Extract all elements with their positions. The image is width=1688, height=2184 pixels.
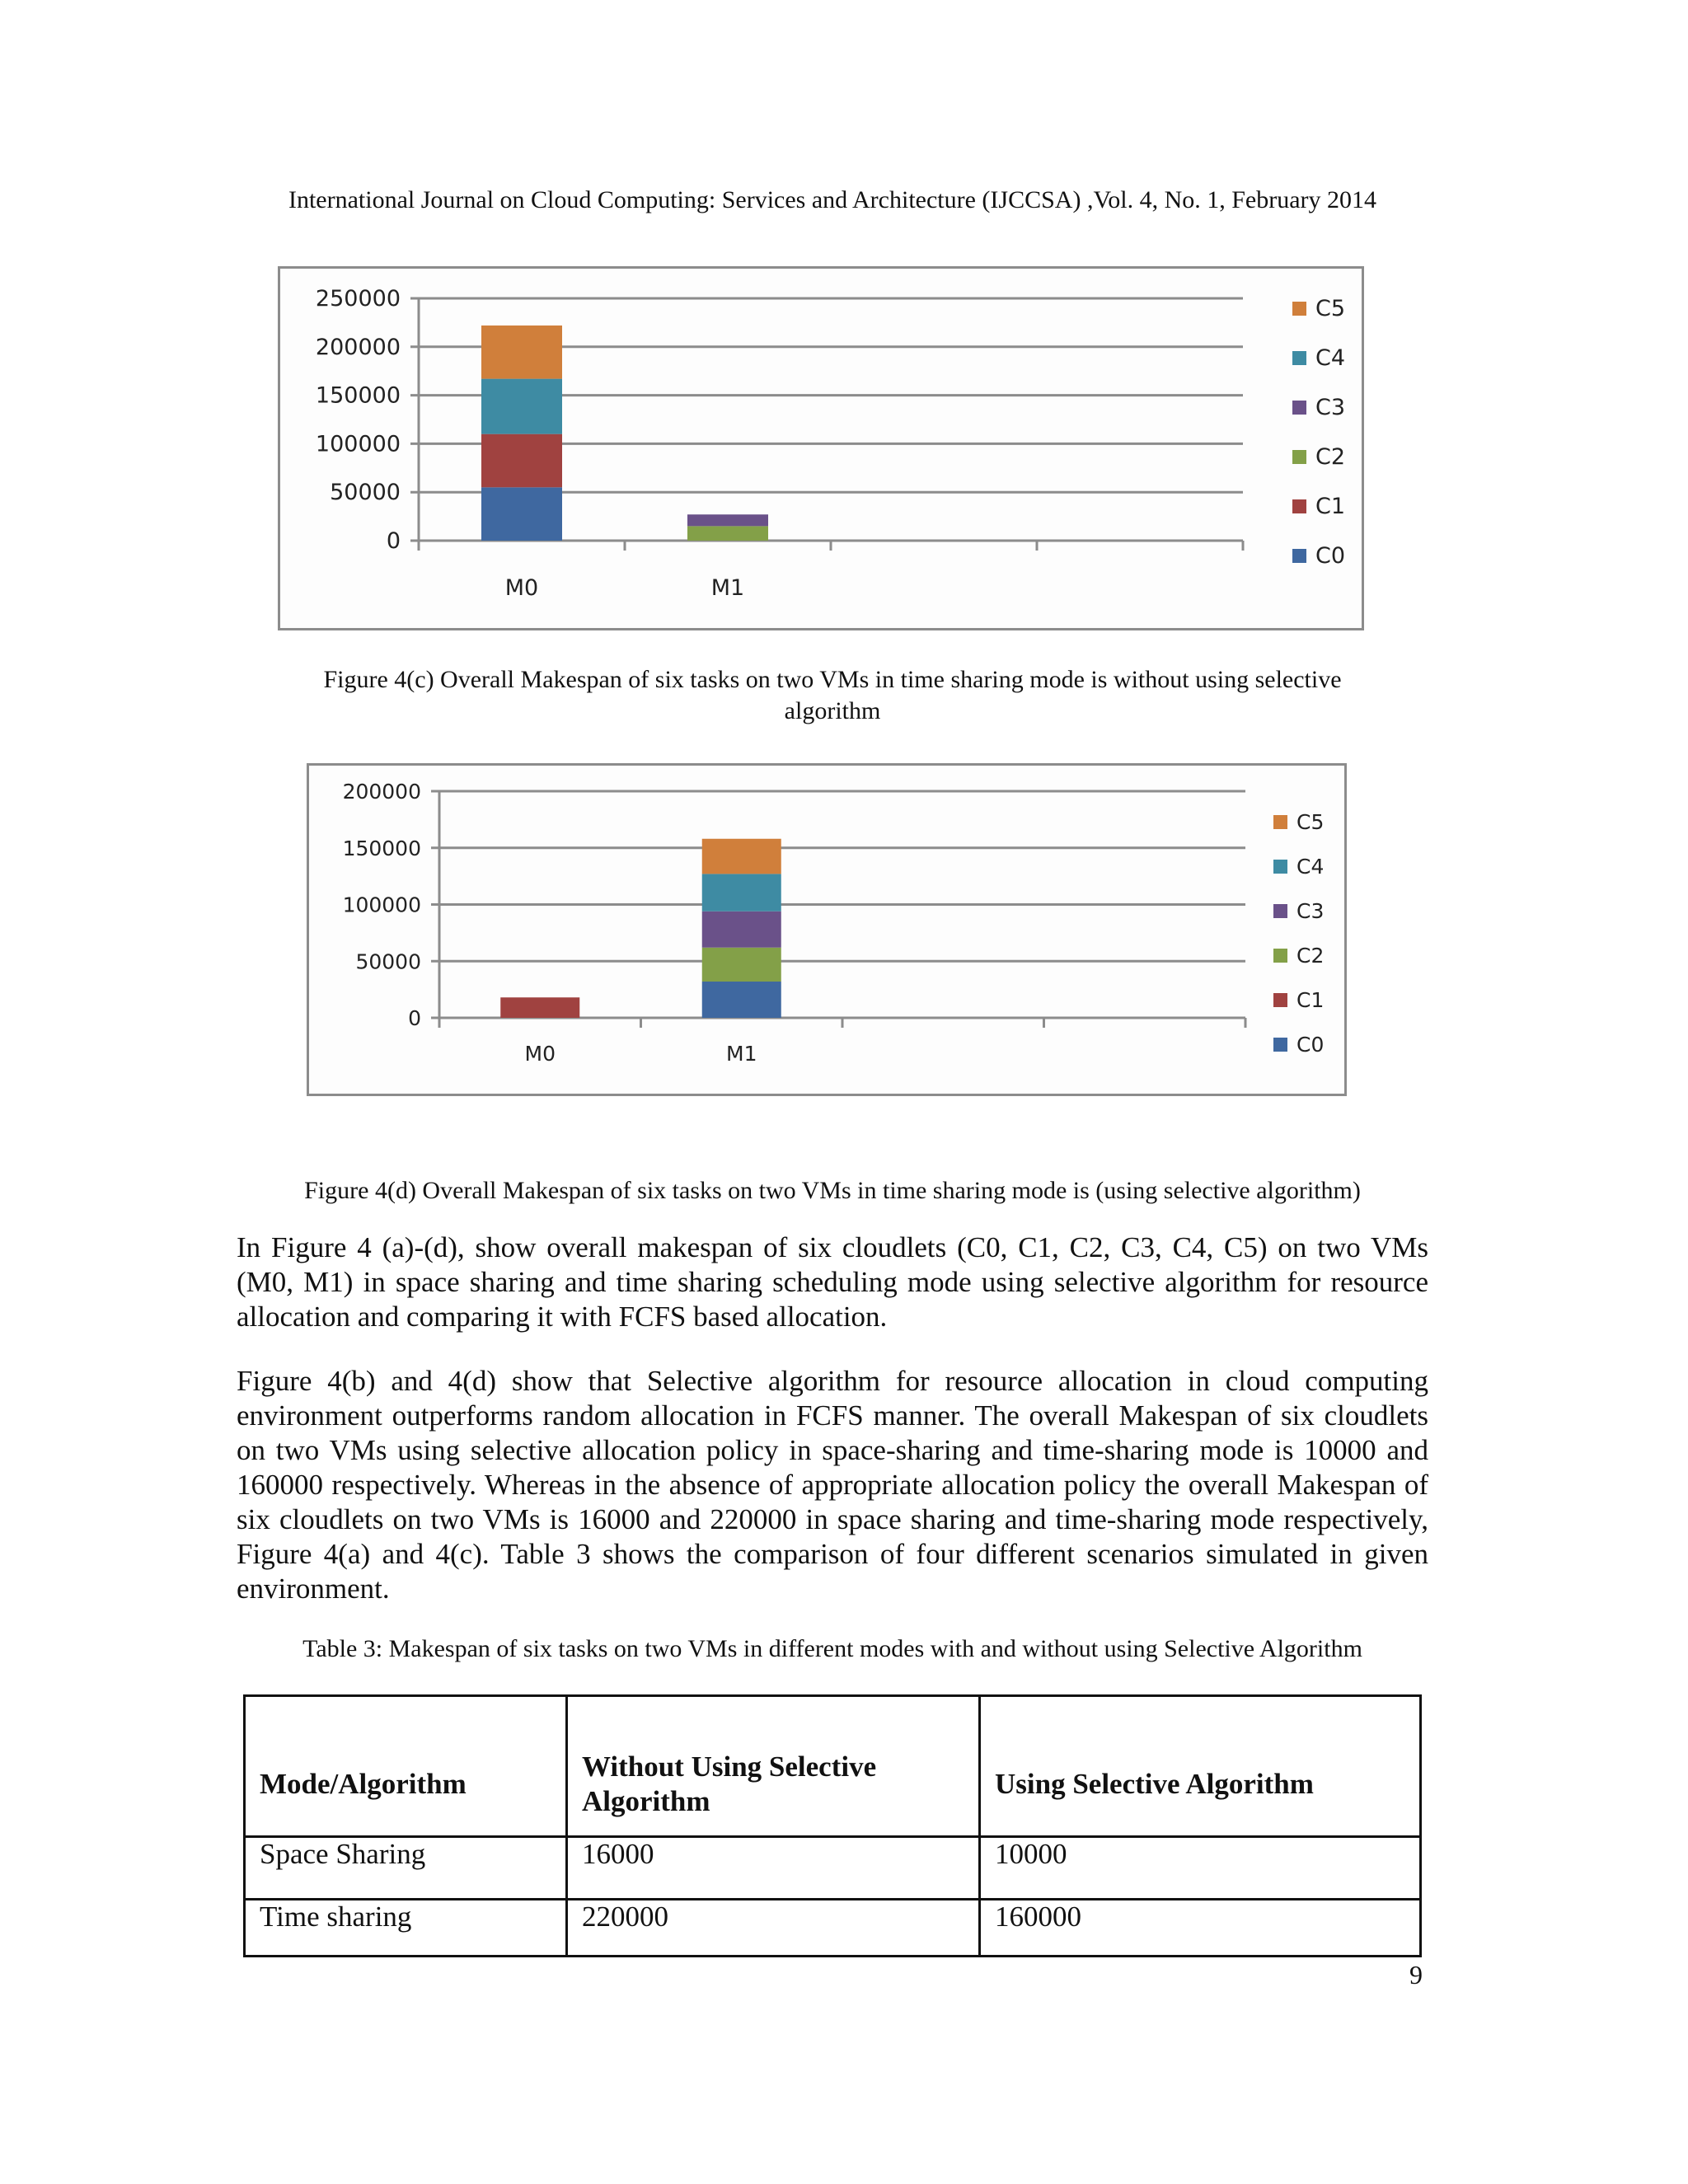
cell-mode: Time sharing [245, 1900, 567, 1957]
stacked-bar-chart [280, 269, 1367, 633]
legend-label: C3 [1296, 899, 1325, 923]
page-number: 9 [1409, 1960, 1423, 1990]
header-without: Without Using Selective Algorithm [567, 1696, 980, 1837]
legend-swatch-c3 [1292, 401, 1306, 415]
x-category-label: M0 [504, 575, 539, 601]
cell-using: 10000 [980, 1837, 1421, 1900]
legend-swatch-c2 [1273, 949, 1287, 963]
y-tick-label: 150000 [315, 382, 401, 409]
legend-label: C1 [1315, 494, 1346, 519]
legend-swatch-c4 [1273, 860, 1287, 874]
running-head: International Journal on Cloud Computing: Services and Architecture (IJCCSA) ,Vol. 4, No. 1, February 2014 [288, 186, 1377, 213]
legend-swatch-c0 [1292, 549, 1306, 563]
table-caption: Table 3: Makespan of six tasks on two VMs in different modes with and without using Selective Algorithm [302, 1635, 1362, 1662]
table-row [245, 1837, 1421, 1900]
stacked-bar-chart [309, 766, 1349, 1099]
caption-line-1: Figure 4(c) Overall Makespan of six tasks on two VMs in time sharing mode is without using selective [323, 666, 1342, 693]
bar-segment-c3 [702, 912, 781, 948]
cell-mode: Space Sharing [245, 1837, 567, 1900]
y-tick-label: 50000 [330, 480, 401, 506]
y-tick-label: 50000 [355, 949, 421, 974]
paragraph-1: In Figure 4 (a)-(d), show overall makespan of six cloudlets (C0, C1, C2, C3, C4, C5) on two VMs (M0, M1) in space sharing and time sharing scheduling mode using selective algorithm for resource allocation and comparing it with FCFS based allocation. [237, 1231, 1428, 1333]
bar-segment-c4 [702, 874, 781, 911]
legend-label: C4 [1315, 345, 1346, 371]
makespan-table [243, 1694, 1422, 1957]
legend-label: C2 [1315, 444, 1346, 470]
y-tick-label: 100000 [315, 431, 401, 457]
legend-label: C5 [1296, 810, 1325, 834]
x-category-label: M1 [726, 1042, 757, 1066]
y-tick-label: 200000 [315, 334, 401, 360]
legend-label: C4 [1296, 855, 1325, 879]
bar-segment-c0 [481, 487, 562, 541]
legend-swatch-c0 [1273, 1038, 1287, 1052]
figure-caption-4c [237, 664, 1428, 727]
bar-segment-c5 [702, 839, 781, 874]
bar-segment-c1 [500, 997, 579, 1018]
x-category-label: M0 [524, 1042, 556, 1066]
legend-swatch-c3 [1273, 904, 1287, 918]
caption-line-2: algorithm [784, 697, 881, 724]
y-tick-label: 250000 [315, 286, 401, 312]
legend-label: C3 [1315, 395, 1346, 420]
bar-segment-c2 [687, 526, 768, 541]
bar-segment-c1 [481, 434, 562, 488]
legend-label: C5 [1315, 296, 1346, 321]
header-using: Using Selective Algorithm [980, 1696, 1421, 1837]
legend-label: C1 [1296, 988, 1325, 1012]
legend-label: C0 [1296, 1033, 1325, 1057]
legend-swatch-c1 [1273, 993, 1287, 1007]
y-tick-label: 200000 [342, 780, 421, 804]
figure-caption-4d [223, 1175, 1442, 1207]
y-tick-label: 0 [408, 1006, 421, 1030]
legend-swatch-c5 [1292, 302, 1306, 316]
bar-segment-c3 [687, 514, 768, 526]
bar-segment-c0 [702, 982, 781, 1018]
cell-without: 220000 [567, 1900, 980, 1957]
y-tick-label: 0 [386, 528, 401, 554]
table-row [245, 1900, 1421, 1957]
x-category-label: M1 [710, 575, 745, 601]
legend-swatch-c5 [1273, 815, 1287, 829]
header-mode: Mode/Algorithm [245, 1696, 567, 1837]
y-tick-label: 150000 [342, 836, 421, 860]
caption-line-1: Figure 4(d) Overall Makespan of six tasks on two VMs in time sharing mode is (using selective algorithm) [304, 1177, 1361, 1204]
bar-segment-c2 [702, 948, 781, 982]
bar-segment-c5 [481, 326, 562, 379]
legend-swatch-c2 [1292, 450, 1306, 464]
legend-swatch-c4 [1292, 351, 1306, 365]
legend-swatch-c1 [1292, 499, 1306, 513]
cell-without: 16000 [567, 1837, 980, 1900]
paragraph-2: Figure 4(b) and 4(d) show that Selective algorithm for resource allocation in cloud computing environment outperforms random allocation in FCFS manner. The overall Makespan of six cloudlets on two VMs using selective allocation policy in space-sharing and time-sharing mode is 10000 and 160000 respectively. Whereas in the absence of appropriate allocation policy the overall Makespan of six cloudlets on two VMs is 16000 and 220000 in space sharing and time-sharing mode respectively, Figure 4(a) and 4(c). Table 3 shows the comparison of four different scenarios simulated in given environment. [237, 1365, 1428, 1605]
table-header-row [245, 1696, 1421, 1837]
chart-figure-4d [307, 763, 1347, 1096]
chart-figure-4c [278, 266, 1364, 630]
y-tick-label: 100000 [342, 893, 421, 917]
cell-using: 160000 [980, 1900, 1421, 1957]
legend-label: C0 [1315, 543, 1346, 569]
legend-label: C2 [1296, 944, 1325, 968]
bar-segment-c4 [481, 379, 562, 434]
